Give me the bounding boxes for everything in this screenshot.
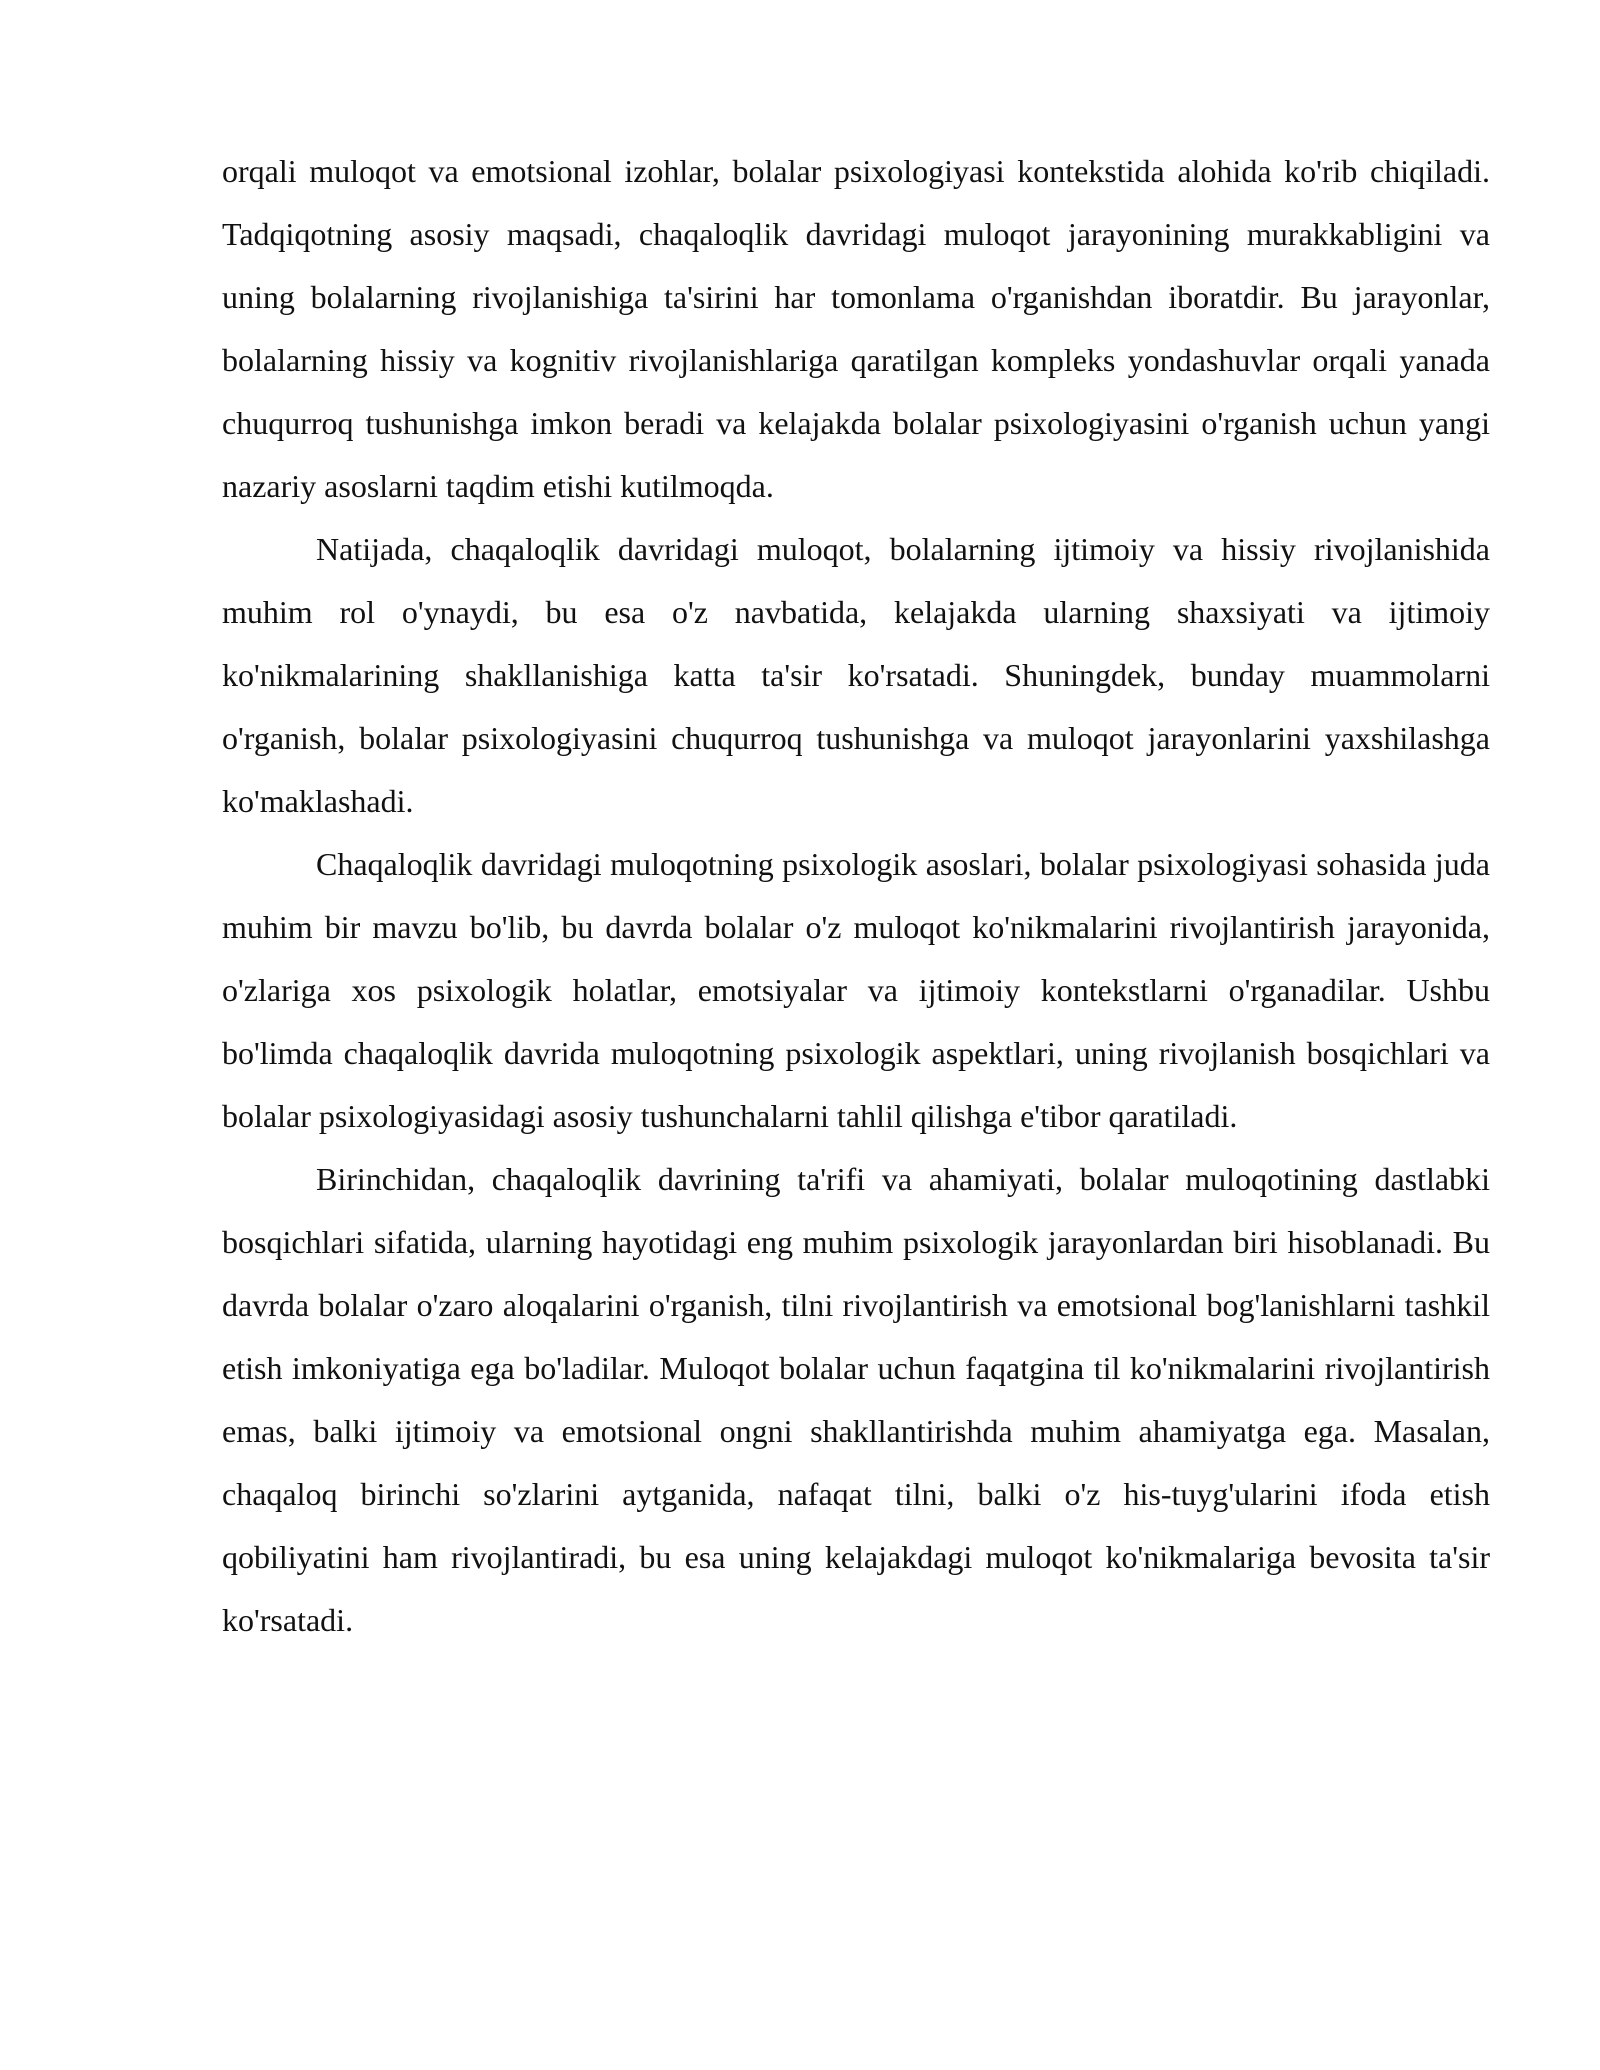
paragraph-birinchidan: Birinchidan, chaqaloqlik davrining ta'rifi va ahamiyati, bolalar muloqotining dastlabki bosqichlari sifatida, ularning hayotidagi eng muhim psixologik jarayonlardan biri hisoblanadi. Bu davrda bolalar o'zaro aloqalarini o'rganish, tilni rivojlantirish va emotsional bog'lanishlarni tashkil etish imkoniyatiga ega bo'ladilar. Muloqot bolalar uchun faqatgina til ko'nikmalarini rivojlantirish emas, balki ijtimoiy va emotsional ongni shakllantirishda muhim ahamiyatga ega. Masalan, chaqaloq birinchi so'zlarini aytganida, nafaqat tilni, balki o'z his-tuyg'ularini ifoda etish qobiliyatini ham rivojlantiradi, bu esa uning kelajakdagi muloqot ko'nikmalariga bevosita ta'sir ko'rsatadi. [222,1161,1490,1638]
paragraph-psixologik-asoslari: Chaqaloqlik davridagi muloqotning psixologik asoslari, bolalar psixologiyasi sohasida juda muhim bir mavzu bo'lib, bu davrda bolalar o'z muloqot ko'nikmalarini rivojlantirish jarayonida, o'zlariga xos psixologik holatlar, emotsiyalar va ijtimoiy kontekstlarni o'rganadilar. Ushbu bo'limda chaqaloqlik davrida muloqotning psixologik aspektlari, uning rivojlanish bosqichlari va bolalar psixologiyasidagi asosiy tushunchalarni tahlil qilishga e'tibor qaratiladi. [222,846,1490,1134]
paragraph-natijada: Natijada, chaqaloqlik davridagi muloqot, bolalarning ijtimoiy va hissiy rivojlanishida muhim rol o'ynaydi, bu esa o'z navbatida, kelajakda ularning shaxsiyati va ijtimoiy ko'nikmalarining shakllanishiga katta ta'sir ko'rsatadi. Shuningdek, bunday muammolarni o'rganish, bolalar psixologiyasini chuqurroq tushunishga va muloqot jarayonlarini yaxshilashga ko'maklashadi. [222,531,1490,819]
body-text [222,140,1490,1652]
paragraph-continuation: orqali muloqot va emotsional izohlar, bolalar psixologiyasi kontekstida alohida ko'rib chiqiladi. Tadqiqotning asosiy maqsadi, chaqaloqlik davridagi muloqot jarayonining murakkabligini va uning bolalarning rivojlanishiga ta'sirini har tomonlama o'rganishdan iboratdir. Bu jarayonlar, bolalarning hissiy va kognitiv rivojlanishlariga qaratilgan kompleks yondashuvlar orqali yanada chuqurroq tushunishga imkon beradi va kelajakda bolalar psixologiyasini o'rganish uchun yangi nazariy asoslarni taqdim etishi kutilmoqda. [222,153,1490,504]
